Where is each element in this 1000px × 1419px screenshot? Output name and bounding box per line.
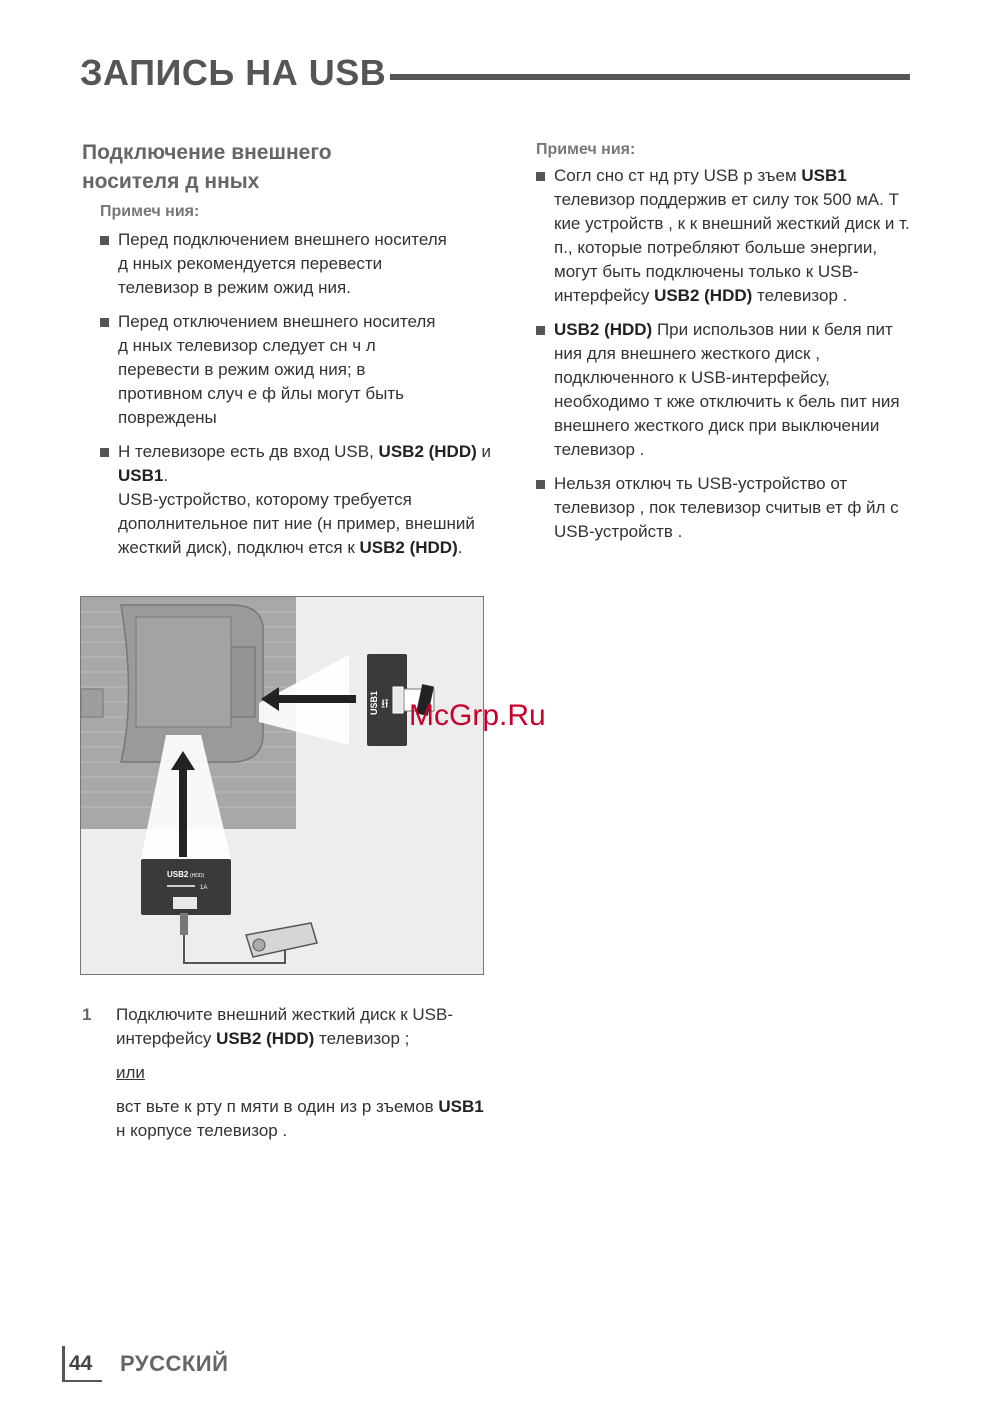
left-notes-title: Примеч ния: bbox=[100, 203, 200, 220]
note-text: . bbox=[457, 538, 463, 557]
usb2-current-label: 1A bbox=[200, 885, 208, 891]
usb2-hdd-label: USB2 (HDD) bbox=[359, 538, 458, 557]
page-header bbox=[80, 52, 910, 98]
list-item bbox=[536, 472, 920, 544]
note-line: перевести в режим ожид ния; в bbox=[118, 360, 366, 379]
usb1-label: USB1 bbox=[118, 466, 164, 485]
list-item bbox=[100, 228, 492, 300]
note-text: Н телевизоре есть дв вход USB, bbox=[118, 442, 379, 461]
note-line: противном случ е ф йлы могут быть bbox=[118, 384, 405, 403]
step-text: телевизор ; bbox=[314, 1029, 410, 1048]
step-or: или bbox=[116, 1063, 145, 1082]
connection-illustration bbox=[80, 596, 546, 975]
note-line: повреждены bbox=[118, 408, 217, 427]
footer-underline bbox=[62, 1380, 102, 1382]
instruction-step bbox=[80, 1003, 490, 1143]
usb2-port-label: USB2 bbox=[167, 870, 189, 879]
watermark-text: McGrp.Ru bbox=[409, 699, 546, 732]
step-text: Подключите внешний жесткий диск к USB-интерфейсу bbox=[116, 1005, 454, 1048]
tv-rear-panel-drawing bbox=[81, 597, 546, 976]
page-title: ЗАПИСЬ НА USB bbox=[80, 52, 390, 94]
usb1-port-label: USB1 bbox=[369, 690, 379, 715]
note-text: телевизор поддержив ет силу ток 500 мА. Т кие устройств , к к внешний жесткий диск и т. п., которые потребляют больше энергии, могут быть подключены только к USB-интерфейсу bbox=[554, 190, 910, 305]
note-text: При использов нии к беля пит ния для внешнего жесткого диск , подключенного к USB-интерфейсу, необходимо т кже отключить к бель пит ния внешнего жесткого диск при выключении телевизор . bbox=[554, 320, 900, 459]
note-text: Нельзя отключ ть USB-устройство от телевизор , пок телевизор считыв ет ф йл с USB-устройств . bbox=[554, 474, 899, 541]
note-line: телевизор в режим ожид ния. bbox=[118, 278, 351, 297]
note-text: и bbox=[476, 442, 492, 461]
note-line: д нных рекомендуется перевести bbox=[118, 254, 383, 273]
usb2-hdd-label: USB2 (HDD) bbox=[216, 1029, 315, 1048]
list-item bbox=[536, 164, 920, 308]
page-number: 44 bbox=[69, 1352, 93, 1375]
right-notes-list bbox=[536, 164, 920, 554]
usb-cable-plug bbox=[180, 913, 188, 935]
step-number: 1 bbox=[82, 1005, 92, 1024]
arrow-shaft-bottom bbox=[179, 767, 187, 857]
step-text: вст вьте к рту п мяти в один из р зъемов bbox=[116, 1097, 439, 1116]
right-notes-title: Примеч ния: bbox=[536, 141, 636, 158]
step-body bbox=[116, 1003, 490, 1143]
list-item bbox=[100, 310, 492, 430]
footer-bar bbox=[62, 1346, 65, 1382]
side-port-area bbox=[231, 647, 255, 717]
note-line: Перед отключением внешнего носителя bbox=[118, 312, 436, 331]
step-text-b bbox=[116, 1095, 490, 1143]
section-title: Подключение внешнего носителя д нных bbox=[82, 141, 332, 193]
footer-language: РУССКИЙ bbox=[120, 1351, 229, 1376]
usb-symbol-icon: ⭿ bbox=[381, 697, 389, 711]
note-text: . bbox=[163, 466, 169, 485]
note-text: USB-устройство, которому требуется дополнительное пит ние (н пример, внешний жесткий диск), подключ ется к bbox=[118, 490, 475, 557]
tv-back-cover bbox=[136, 617, 231, 727]
usb2-hdd-label: USB2 (HDD) bbox=[554, 320, 653, 339]
step-text: н корпусе телевизор . bbox=[116, 1121, 288, 1140]
left-notes-list bbox=[100, 228, 492, 570]
list-item bbox=[100, 440, 492, 560]
usb2-hdd-label: USB2 (HDD) bbox=[378, 442, 477, 461]
vent-slot bbox=[81, 689, 103, 717]
note-line: д нных телевизор следует сн ч л bbox=[118, 336, 376, 355]
usb2-socket bbox=[173, 897, 197, 909]
usb1-label: USB1 bbox=[438, 1097, 484, 1116]
usb1-socket bbox=[393, 687, 403, 713]
list-item bbox=[536, 318, 920, 462]
hdd-power-button-icon bbox=[253, 939, 265, 951]
usb1-label: USB1 bbox=[801, 166, 847, 185]
note-line: Перед подключением внешнего носителя bbox=[118, 230, 447, 249]
note-text: Согл сно ст нд рту USB р зъем bbox=[554, 166, 802, 185]
arrow-shaft-side bbox=[276, 695, 356, 703]
usb2-port-sub: (HDD) bbox=[190, 873, 205, 879]
note-text: телевизор . bbox=[752, 286, 848, 305]
usb2-hdd-label: USB2 (HDD) bbox=[654, 286, 753, 305]
header-rule bbox=[380, 74, 910, 80]
step-text-a bbox=[116, 1003, 490, 1051]
